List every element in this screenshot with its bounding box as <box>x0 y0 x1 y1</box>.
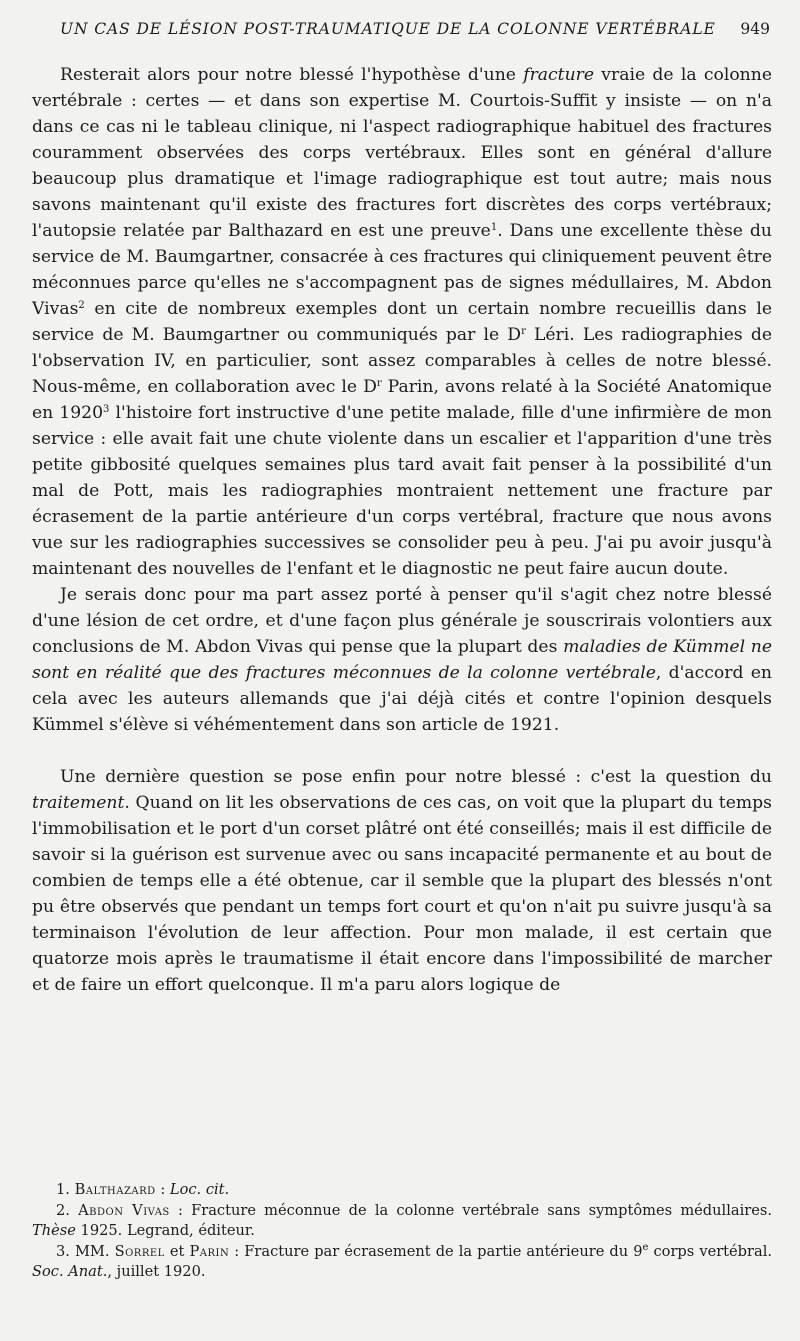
footnote: 2. Abdon Vivas : Fracture méconnue de la colonne vertébrale sans symptômes médullaires. Thèse 1925. Legrand, éditeur. <box>32 1201 772 1239</box>
footnotes <box>32 1180 772 1283</box>
paragraph: Une dernière question se pose enfin pour notre blessé : c'est la question du traitement. Quand on lit les observations de ces cas, on voit que la plupart du temps l'immobilisation et le port d'un corset plâtré ont été conseillés; mais il est difficile de savoir si la guérison est survenue avec ou sans incapacité permanente et au bout de combien de temps elle a été obtenue, car il semble que la plupart des blessés n'ont pu être observés que pendant un temps fort court et qu'on n'ait pu suivre jusqu'à sa terminaison l'évolution de leur affection. Pour mon malade, il est certain que quatorze mois après le traumatisme il était encore dans l'impossibilité de marcher et de faire un effort quelconque. Il m'a paru alors logique de <box>32 767 772 995</box>
footnote: 1. Balthazard : Loc. cit. <box>56 1181 230 1198</box>
footnote-ref: 3 <box>103 404 110 415</box>
body-text <box>32 62 772 998</box>
footnote-ref: 2 <box>78 300 85 311</box>
footnote: 3. MM. Sorrel et Parin : Fracture par écrasement de la partie antérieure du 9e corps vertébral. Soc. Anat., juillet 1920. <box>32 1241 773 1280</box>
paragraph: Resterait alors pour notre blessé l'hypothèse d'une fracture vraie de la colonne vertébrale : certes — et dans son expertise M. Courtois-Suffit y insiste — on n'a dans ce cas ni le tableau clinique, ni l'aspect radiographique habituel des fractures couramment observées des corps vertébraux. Elles sont en général d'allure beaucoup plus dramatique et l'image radiographique est tout autre; mais nous savons maintenant qu'il existe des fractures fort discrètes des corps vertébraux; l'autopsie relatée par Balthazard en est une preuve$^1$. Dans une excellente thèse du service de M. Baumgartner, consacrée à ces fractures qui cliniquement peuvent être méconnues parce qu'elles ne s'accompagnent pas de signes médullaires, M. Abdon Vivas$^2$ en cite de nombreux exemples dont un certain nombre recueillis dans le service de M. Baumgartner ou communiqués par le $D^r$ Léri. Les radiographies de l'observation IV, en particulier, sont assez comparables à celles de notre blessé. Nous-même, en collaboration avec le $D^r$ Parin, avons relaté à la Société Anatomique en 1920$^3$ l'histoire fort instructive d'une petite malade, fille d'une infirmière de mon service : elle avait fait une chute violente dans un escalier et l'apparition d'une très petite gibbosité quelques semaines plus tard avait fait penser à la possibilité d'un mal de Pott, mais les radiographies montraient nettement une fracture par écrasement de la partie antérieure d'un corps vertébral, fracture que nous avons vue sur les radiographies successives se consolider peu à peu. J'ai pu avoir jusqu'à maintenant des nouvelles de l'enfant et le diagnostic ne peut faire aucun doute. <box>32 65 773 579</box>
running-title: UN CAS DE LÉSION POST-TRAUMATIQUE DE LA COLONNE VERTÉBRALE <box>60 20 716 38</box>
paragraph: Je serais donc pour ma part assez porté à penser qu'il s'agit chez notre blessé d'une lésion de cet ordre, et d'une façon plus générale je souscrirais volontiers aux conclusions de M. Abdon Vivas qui pense que la plupart des maladies de Kümmel ne sont en réalité que des fractures méconnues de la colonne vertébrale, d'accord en cela avec les auteurs allemands que j'ai déjà cités et contre l'opinion desquels Kümmel s'élève si véhémentement dans son article de 1921. <box>32 585 772 735</box>
running-header <box>60 20 770 38</box>
page-number: 949 <box>740 20 770 38</box>
footnote-ref: 1 <box>490 222 498 233</box>
